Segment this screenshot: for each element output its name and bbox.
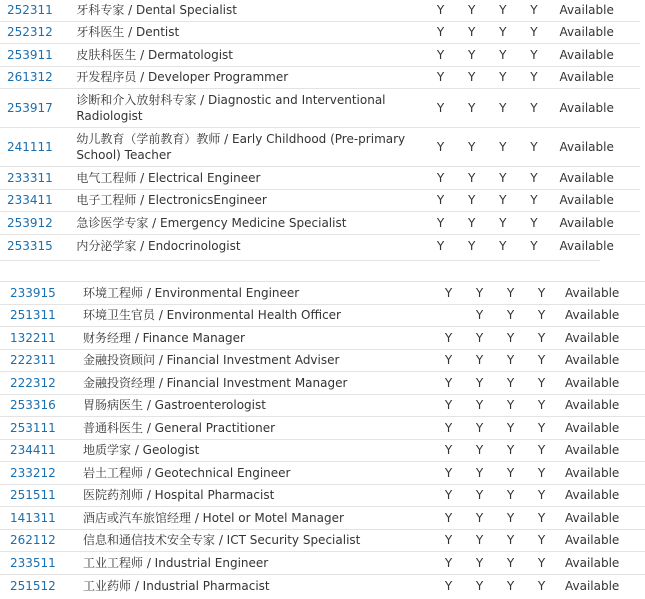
flag-col-1: Y [425,66,456,89]
occupation-name: 电子工程师 / ElectronicsEngineer [67,189,425,212]
flag-col-4: Y [518,66,549,89]
flag-col-4: Y [526,372,557,395]
flag-col-4: Y [526,462,557,485]
flag-col-2: Y [456,212,487,235]
flag-col-2: Y [464,552,495,575]
flag-col-3: Y [495,439,526,462]
flag-col-3: Y [487,66,518,89]
occupation-name: 内分泌学家 / Endocrinologist [67,234,425,257]
table-row [0,66,640,89]
status-cell: Available [550,234,640,257]
status-cell: Available [557,507,645,530]
occupation-code-link[interactable]: 132211 [0,327,70,350]
table-row [0,394,645,417]
flag-col-3: Y [495,372,526,395]
flag-col-1: Y [425,128,456,167]
flag-col-3: Y [495,552,526,575]
occupation-code-link[interactable]: 251511 [0,484,70,507]
flag-col-4: Y [526,439,557,462]
flag-col-3: Y [495,349,526,372]
flag-col-2: Y [456,128,487,167]
flag-col-1: Y [425,0,456,21]
occupation-name: 金融投资顾问 / Financial Investment Adviser [70,349,433,372]
occupation-code-link[interactable]: 141311 [0,507,70,530]
occupation-code-link[interactable]: 251512 [0,574,70,597]
flag-col-1: Y [425,44,456,67]
occupation-code-link[interactable]: 253917 [0,89,67,128]
occupation-code-link[interactable]: 253111 [0,417,70,440]
occupation-name: 地质学家 / Geologist [70,439,433,462]
flag-col-2: Y [456,234,487,257]
occupation-code-link[interactable]: 253315 [0,234,67,257]
table-row [0,327,645,350]
flag-col-2: Y [464,507,495,530]
flag-col-4: Y [526,484,557,507]
flag-col-4: Y [518,89,549,128]
flag-col-2: Y [464,529,495,552]
flag-col-3: Y [487,89,518,128]
status-cell: Available [557,417,645,440]
status-cell: Available [557,394,645,417]
flag-col-4: Y [518,44,549,67]
flag-col-1: Y [433,529,464,552]
flag-col-2: Y [456,189,487,212]
status-cell: Available [557,529,645,552]
status-cell: Available [550,44,640,67]
flag-col-3: Y [495,507,526,530]
table-row [0,349,645,372]
flag-col-3: Y [487,0,518,21]
status-cell: Available [550,167,640,190]
occupation-name: 金融投资经理 / Financial Investment Manager [70,372,433,395]
flag-col-3: Y [487,128,518,167]
occupation-code-link[interactable]: 233915 [0,282,70,305]
occupation-name: 环境卫生官员 / Environmental Health Officer [70,304,433,327]
occupation-code-link[interactable]: 253911 [0,44,67,67]
status-cell: Available [550,0,640,21]
table-row [0,0,640,21]
flag-col-2: Y [464,417,495,440]
table-row [0,189,640,212]
table-row [0,484,645,507]
occupation-code-link[interactable]: 233311 [0,167,67,190]
flag-col-2: Y [464,304,495,327]
occupation-name: 急诊医学专家 / Emergency Medicine Specialist [67,212,425,235]
flag-col-2: Y [464,484,495,507]
flag-col-1: Y [433,282,464,305]
flag-col-4: Y [526,304,557,327]
flag-col-3: Y [487,44,518,67]
flag-col-3: Y [495,282,526,305]
status-cell: Available [557,304,645,327]
flag-col-2: Y [464,574,495,597]
status-cell: Available [550,21,640,44]
flag-col-4: Y [526,282,557,305]
occupation-name: 牙科专家 / Dental Specialist [67,0,425,21]
flag-col-4: Y [518,21,549,44]
flag-col-2: Y [456,167,487,190]
status-cell: Available [557,282,645,305]
flag-col-1: Y [433,417,464,440]
flag-col-3: Y [487,21,518,44]
occupation-name: 酒店或汽车旅馆经理 / Hotel or Motel Manager [70,507,433,530]
flag-col-2: Y [464,439,495,462]
flag-col-3: Y [495,417,526,440]
flag-col-1: Y [425,167,456,190]
occupation-name: 岩土工程师 / Geotechnical Engineer [70,462,433,485]
occupation-name: 幼儿教育（学前教育）教师 / Early Childhood (Pre-primary School) Teacher [67,128,425,167]
flag-col-4: Y [526,529,557,552]
flag-col-2: Y [464,462,495,485]
occupation-code-link[interactable]: 253912 [0,212,67,235]
flag-col-2: Y [464,349,495,372]
occupation-name: 信息和通信技术安全专家 / ICT Security Specialist [70,529,433,552]
flag-col-1: Y [433,507,464,530]
status-cell: Available [557,552,645,575]
occupation-name: 工业药师 / Industrial Pharmacist [70,574,433,597]
occupation-code-link[interactable]: 261312 [0,66,67,89]
status-cell: Available [557,484,645,507]
flag-col-1: Y [433,349,464,372]
flag-col-4: Y [526,507,557,530]
flag-col-1: Y [433,574,464,597]
occupation-name: 牙科医生 / Dentist [67,21,425,44]
table-divider [0,260,600,261]
occupation-code-link[interactable]: 252311 [0,0,67,21]
table-row [0,507,645,530]
table-row [0,529,645,552]
occupation-table-lower [0,281,645,597]
table-row [0,439,645,462]
flag-col-3: Y [495,394,526,417]
flag-col-4: Y [518,0,549,21]
flag-col-4: Y [526,574,557,597]
flag-col-3: Y [495,304,526,327]
flag-col-2: Y [456,21,487,44]
occupation-name: 胃肠病医生 / Gastroenterologist [70,394,433,417]
flag-col-1: Y [433,484,464,507]
flag-col-1 [433,304,464,327]
flag-col-1: Y [425,21,456,44]
flag-col-3: Y [487,212,518,235]
flag-col-1: Y [433,439,464,462]
table-row [0,21,640,44]
occupation-name: 普通科医生 / General Practitioner [70,417,433,440]
table-row [0,282,645,305]
flag-col-1: Y [425,189,456,212]
flag-col-2: Y [464,394,495,417]
table-row [0,304,645,327]
occupation-name: 开发程序员 / Developer Programmer [67,66,425,89]
flag-col-1: Y [433,327,464,350]
flag-col-1: Y [425,212,456,235]
flag-col-1: Y [433,394,464,417]
table-row [0,234,640,257]
flag-col-3: Y [495,327,526,350]
flag-col-2: Y [456,0,487,21]
flag-col-3: Y [487,234,518,257]
table-row [0,167,640,190]
flag-col-3: Y [487,167,518,190]
flag-col-2: Y [456,89,487,128]
flag-col-1: Y [425,89,456,128]
flag-col-2: Y [464,282,495,305]
table-row [0,372,645,395]
occupation-table-upper [0,0,640,257]
occupation-name: 工业工程师 / Industrial Engineer [70,552,433,575]
occupation-code-link[interactable]: 233511 [0,552,70,575]
flag-col-4: Y [526,417,557,440]
status-cell: Available [550,128,640,167]
table-row [0,417,645,440]
table-row [0,552,645,575]
occupation-name: 诊断和介入放射科专家 / Diagnostic and Interventional Radiologist [67,89,425,128]
table-row [0,212,640,235]
table-row [0,462,645,485]
flag-col-1: Y [433,462,464,485]
status-cell: Available [557,349,645,372]
occupation-name: 电气工程师 / Electrical Engineer [67,167,425,190]
flag-col-3: Y [495,574,526,597]
occupation-code-link[interactable]: 253316 [0,394,70,417]
flag-col-3: Y [487,189,518,212]
status-cell: Available [557,372,645,395]
table-row [0,574,645,597]
flag-col-4: Y [518,128,549,167]
table-row [0,44,640,67]
flag-col-1: Y [425,234,456,257]
status-cell: Available [557,439,645,462]
occupation-code-link[interactable]: 241111 [0,128,67,167]
occupation-code-link[interactable]: 233411 [0,189,67,212]
flag-col-4: Y [526,552,557,575]
flag-col-3: Y [495,484,526,507]
flag-col-2: Y [464,372,495,395]
status-cell: Available [550,189,640,212]
status-cell: Available [557,574,645,597]
flag-col-1: Y [433,552,464,575]
status-cell: Available [557,462,645,485]
status-cell: Available [557,327,645,350]
flag-col-4: Y [526,349,557,372]
flag-col-4: Y [526,394,557,417]
occupation-code-link[interactable]: 251311 [0,304,70,327]
table-row [0,89,640,128]
occupation-code-link[interactable]: 222311 [0,349,70,372]
flag-col-3: Y [495,462,526,485]
occupation-name: 环境工程师 / Environmental Engineer [70,282,433,305]
occupation-name: 财务经理 / Finance Manager [70,327,433,350]
flag-col-1: Y [433,372,464,395]
flag-col-2: Y [456,66,487,89]
occupation-name: 医院药剂师 / Hospital Pharmacist [70,484,433,507]
occupation-code-link[interactable]: 233212 [0,462,70,485]
status-cell: Available [550,66,640,89]
flag-col-4: Y [518,212,549,235]
occupation-code-link[interactable]: 222312 [0,372,70,395]
occupation-name: 皮肤科医生 / Dermatologist [67,44,425,67]
status-cell: Available [550,212,640,235]
flag-col-4: Y [518,167,549,190]
occupation-code-link[interactable]: 262112 [0,529,70,552]
occupation-code-link[interactable]: 234411 [0,439,70,462]
flag-col-2: Y [456,44,487,67]
flag-col-4: Y [526,327,557,350]
flag-col-4: Y [518,234,549,257]
occupation-code-link[interactable]: 252312 [0,21,67,44]
status-cell: Available [550,89,640,128]
flag-col-4: Y [518,189,549,212]
flag-col-3: Y [495,529,526,552]
flag-col-2: Y [464,327,495,350]
table-row [0,128,640,167]
